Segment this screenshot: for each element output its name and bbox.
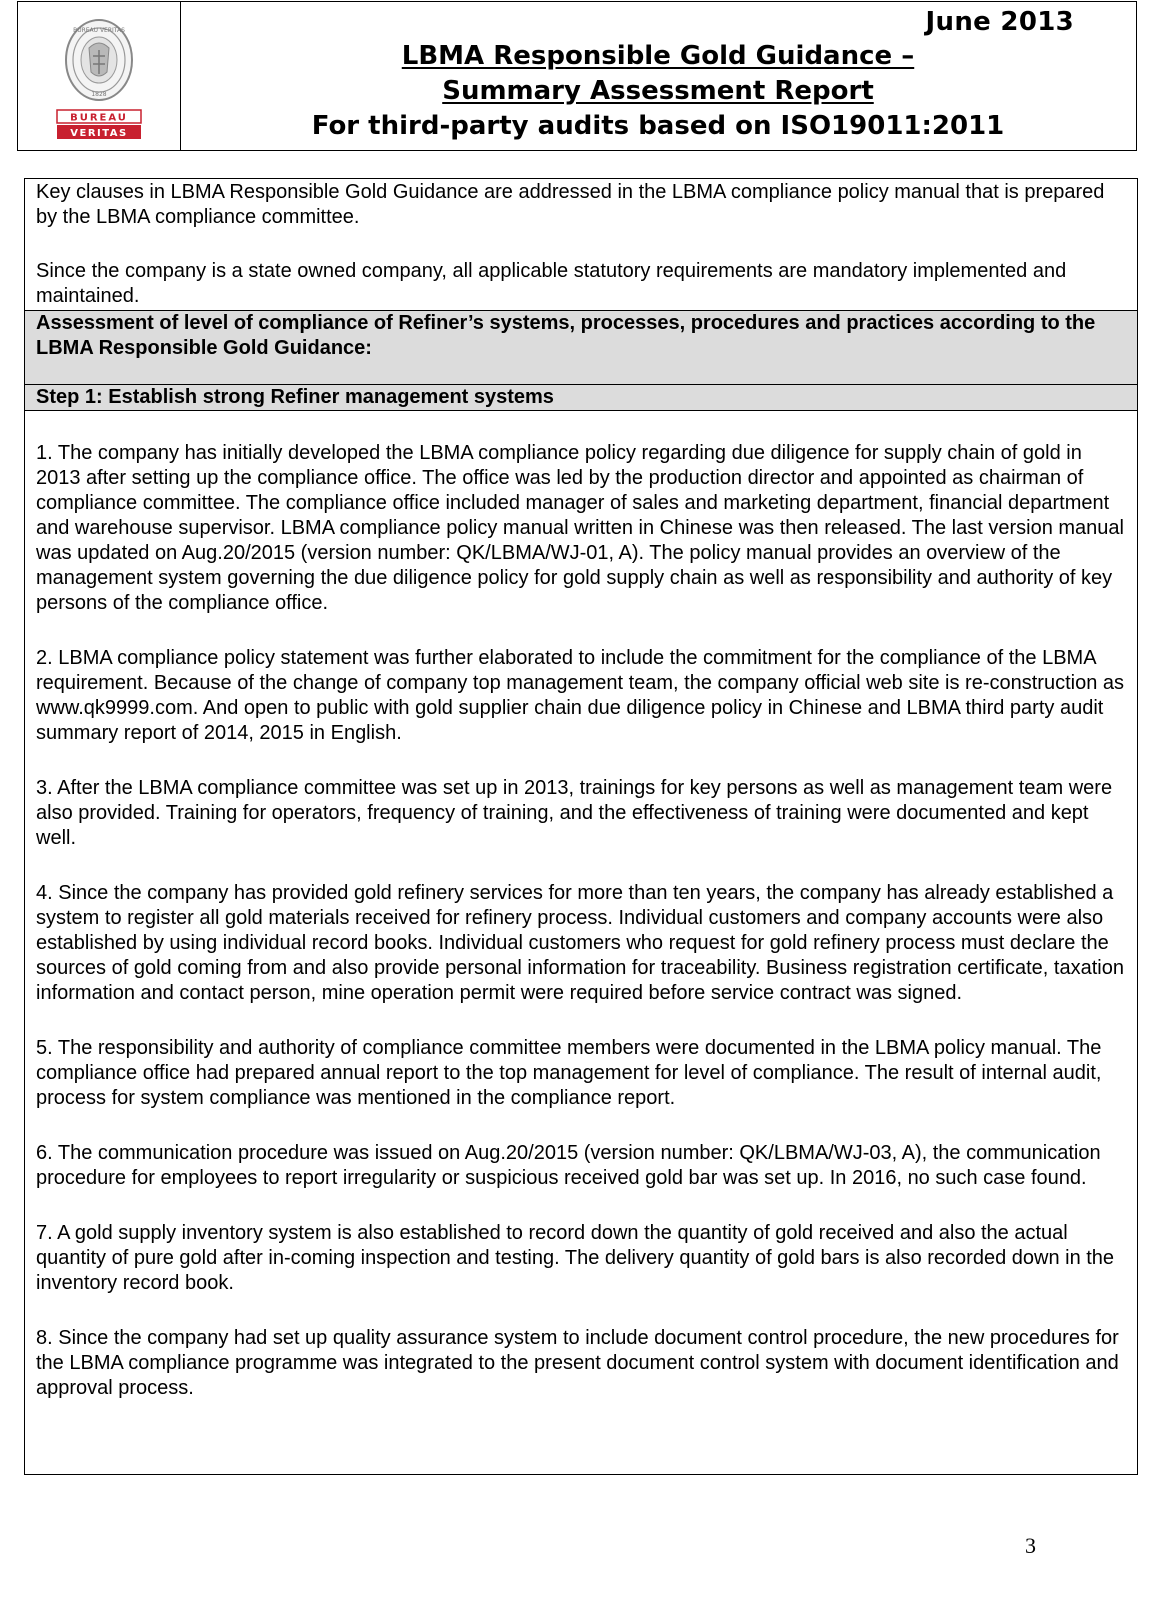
finding-item: 7. A gold supply inventory system is also established to record down the quantity of gold received and also the actual quantity of pure gold after in-coming inspection and testing. The delivery quantity of gold bars is also recorded down in the inventory record book. (36, 1222, 1115, 1294)
finding-item: 5. The responsibility and authority of compliance committee members were documented in the LBMA policy manual. The compliance office had prepared annual report to the top management for level of compliance. The result of internal audit, process for system compliance was mentioned in the compliance report. (36, 1037, 1102, 1109)
intro-section (36, 180, 1123, 309)
report-title (180, 39, 1136, 144)
assessment-heading: Assessment of level of compliance of Refiner’s systems, processes, procedures and practices according to the LBMA Responsible Gold Guidance: (36, 312, 1096, 359)
finding-item: 1. The company has initially developed the LBMA compliance policy regarding due diligence for supply chain of gold in 2013 after setting up the compliance office. The office was led by the production director and appointed as chairman of compliance committee. The compliance office included manager of sales and marketing department, financial department and warehouse supervisor. LBMA compliance policy manual written in Chinese was then released. The last version manual was updated on Aug.20/2015 (version number: QK/LBMA/WJ-01, A). The policy manual provides an overview of the management system governing the due diligence policy for gold supply chain as well as responsibility and authority of key persons of the compliance office. (36, 442, 1124, 614)
svg-text:1828: 1828 (91, 91, 107, 98)
intro-paragraph-1: Key clauses in LBMA Responsible Gold Guidance are addressed in the LBMA compliance policy manual that is prepared by the LBMA compliance committee. (36, 181, 1105, 228)
svg-text:VERITAS: VERITAS (70, 128, 128, 139)
page-number: 3 (1025, 1533, 1036, 1558)
assessment-heading-band (25, 310, 1137, 385)
finding-item: 8. Since the company had set up quality assurance system to include document control procedure, the new procedures for the LBMA compliance programme was integrated to the present document control system with document identification and approval process. (36, 1327, 1119, 1399)
finding-item: 4. Since the company has provided gold refinery services for more than ten years, the company has already established a system to register all gold materials received for refinery process. Individual customers and company accounts were also established by using individual record books. Individual customers who request for gold refinery process must declare the sources of gold coming from and also provide personal information for traceability. Business registration certificate, taxation information and contact person, mine operation permit were required before service contract was signed. (36, 882, 1124, 1004)
report-header (17, 1, 1137, 151)
step-heading-band (25, 384, 1137, 411)
assessment-content-frame (24, 178, 1138, 1475)
finding-item: 6. The communication procedure was issued on Aug.20/2015 (version number: QK/LBMA/WJ-03, A), the communication procedure for employees to report irregularity or suspicious received gold bar was set up. In 2016, no such case found. (36, 1142, 1101, 1189)
bureau-veritas-logo (49, 16, 149, 142)
title-line-2: Summary Assessment Report (442, 76, 874, 106)
report-date: June 2013 (925, 7, 1074, 37)
title-line-1: LBMA Responsible Gold Guidance – (401, 41, 915, 71)
intro-paragraph-2: Since the company is a state owned company, all applicable statutory requirements are mandatory implemented and maintained. (36, 260, 1067, 307)
finding-item: 3. After the LBMA compliance committee was set up in 2013, trainings for key persons as well as management team were also provided. Training for operators, frequency of training, and the effectiveness of training were documented and kept well. (36, 777, 1113, 849)
svg-text:BUREAU VERITAS: BUREAU VERITAS (73, 27, 125, 34)
title-line-3: For third-party audits based on ISO19011:2011 (311, 111, 1005, 141)
logo-cell (18, 2, 181, 150)
findings-list (36, 441, 1127, 1431)
finding-item: 2. LBMA compliance policy statement was further elaborated to include the commitment for the compliance of the LBMA requirement. Because of the change of company top management team, the company official web site is re-construction as www.qk9999.com. And open to public with gold supplier chain due diligence policy in Chinese and LBMA third party audit summary report of 2014, 2015 in English. (36, 647, 1124, 744)
svg-text:BUREAU: BUREAU (70, 112, 128, 124)
step-heading: Step 1: Establish strong Refiner management systems (36, 386, 554, 408)
